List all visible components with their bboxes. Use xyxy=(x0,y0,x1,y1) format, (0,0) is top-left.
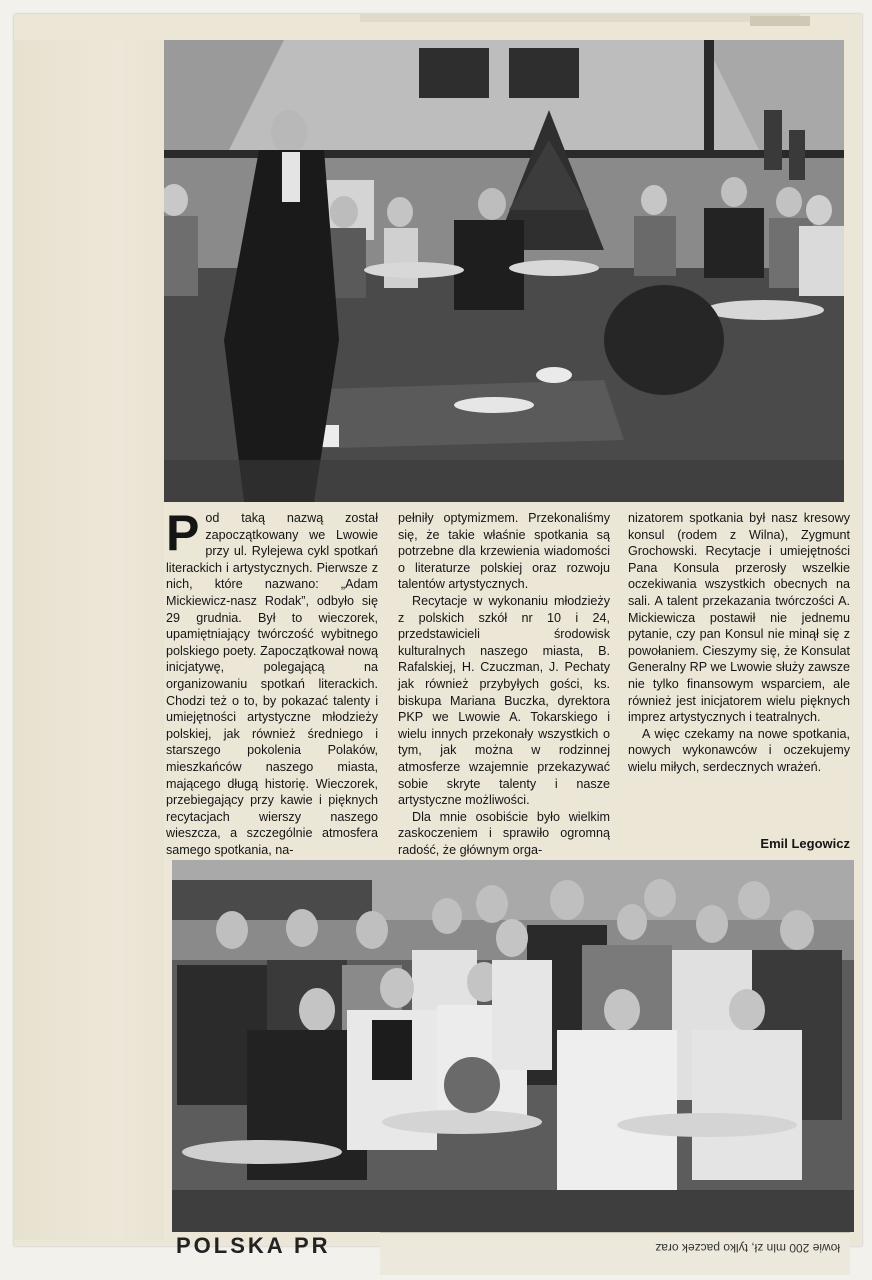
article-column-1 xyxy=(166,505,378,858)
article-paragraph xyxy=(166,505,378,858)
article-column-3 xyxy=(628,510,850,776)
upside-down-text: łowie 200 mln zł, tylko paczek oraz xyxy=(655,1241,840,1255)
drop-cap: P xyxy=(166,505,200,561)
article-body xyxy=(166,505,852,857)
top-photo-literary-evening xyxy=(164,40,844,502)
top-photo-image xyxy=(164,40,844,502)
article-column-2 xyxy=(398,510,610,858)
author-byline: Emil Legowicz xyxy=(760,836,850,851)
bottom-photo-group-portrait xyxy=(172,860,854,1232)
cut-header-strip xyxy=(750,16,810,26)
paragraph-text: od taką nazwą został zapoczątkowany we Lwowie przy ul. Rylejewa cykl spotkań literackich i artystycznych. Pierwsze z nich, które nazwano: „Adam Mickiewicz-nasz Rodak”, odbyło się 29 grudnia. Był to wieczorek, upamiętniający twórczość wybitnego polskiego poety. Zapoczątkował nową inicjatywę, polegającą na organizowaniu spotkań literackich. Chodzi też o to, by pokazać talenty i umiejętności artystyczne młodzieży polskiej, jak również średniego i starszego pokolenia Polaków, mieszkańców naszego miasta, mającego długą historię. Wieczorek, przebiegający przy kawie i pięknych recytacjach wierszy naszego wieszcza, a szczególnie atmosfera samego spotkania, na- xyxy=(166,511,378,857)
article-paragraph: Recytacje w wykonaniu młodzieży z polskich szkół nr 10 i 24, przedstawicieli środowisk kulturalnych naszego miasta, B. Rafalskiej, H. Czuczman, J. Pechaty jak również przybyłych gości, ks. biskupa Mariana Buczka, dyrektora PKP we Lwowie A. Tokarskiego i wielu innych przekonały wszystkich o tym, jak można w rodzinnej atmosferze wzajemnie przekazywać sobie skryte talenty i nasze artystyczne możliwości. xyxy=(398,593,610,808)
article-paragraph: Dla mnie osobiście było wielkim zaskoczeniem i sprawiło ogromną radość, że głównym orga- xyxy=(398,809,610,857)
article-paragraph: nizatorem spotkania był nasz kresowy konsul (rodem z Wilna), Zygmunt Grochowski. Recytacje i umiejętności Pana Konsula przerosły wszelkie oczekiwania wszystkich obecnych na sali. A talent przekazania twórczości A. Mickiewicza postawił nie jednemu pytanie, czy pan Konsul nie minął się z powołaniem. Cieszymy się, że Konsulat Generalny RP we Lwowie służy zawsze nie tylko finansowym wsparciem, ale również jest inicjatorem wielu pięknych imprez artystycznych i teatralnych. xyxy=(628,511,850,725)
bottom-photo-image xyxy=(172,860,854,1232)
folded-paper-strip xyxy=(380,1232,850,1275)
paper-top-edge xyxy=(360,14,800,22)
article-paragraph: pełniły optymizmem. Przekonaliśmy się, że takie właśnie spotkania są potrzebne dla krzewienia wiadomości o literaturze polskiej oraz rozwoju talentów artystycznych. xyxy=(398,511,610,592)
next-article-headline-fragment: POLSKA PR xyxy=(176,1236,331,1256)
paper-fold-shadow xyxy=(14,40,164,1240)
article-paragraph: A więc czekamy na nowe spotkania, nowych wykonawców i oczekujemy wielu miłych, serdecznych wrażeń. xyxy=(628,726,850,774)
